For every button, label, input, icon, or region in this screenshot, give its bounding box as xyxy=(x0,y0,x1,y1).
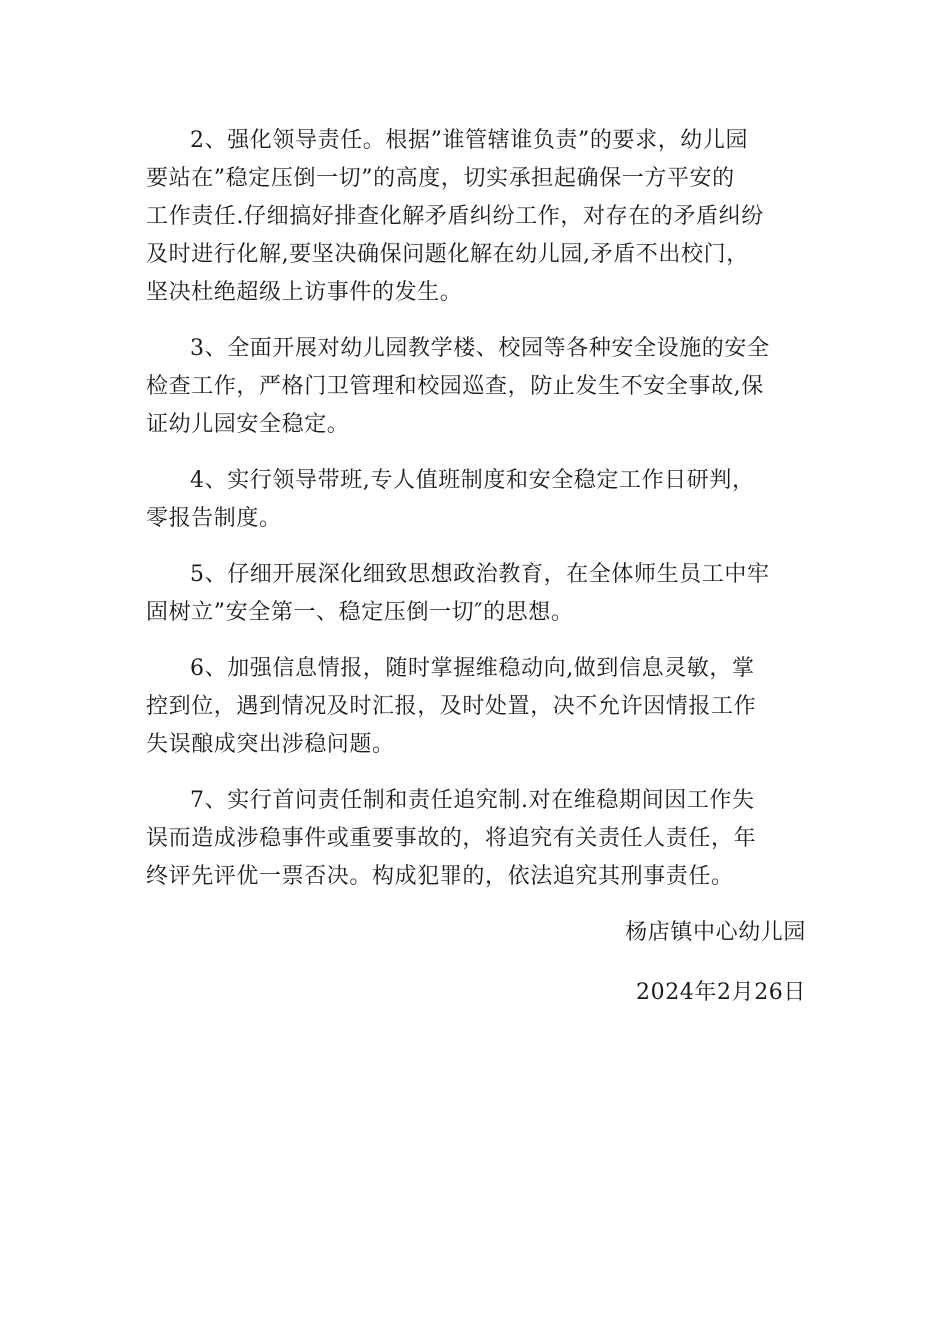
text-line: 4、实行领导带班,专人值班制度和安全稳定工作日研判， xyxy=(190,468,755,493)
text-line: 终评先评优一票否决。构成犯罪的，依法追究其刑事责任。 xyxy=(146,864,734,889)
paragraph-item-4 xyxy=(146,462,806,538)
text-line: 误而造成涉稳事件或重要事故的，将追究有关责任人责任，年 xyxy=(146,826,757,851)
paragraph-item-2 xyxy=(146,122,806,312)
signature-date: 2024年2月26日 xyxy=(636,980,806,1005)
text-line: 2、强化领导责任。根据”谁管辖谁负责”的要求，幼儿园 xyxy=(190,128,749,153)
text-line: 要站在”稳定压倒一切”的高度，切实承担起确保一方平安的 xyxy=(146,166,735,191)
paragraph-item-7 xyxy=(146,782,806,896)
text-line: 5、仔细开展深化细致思想政治教育，在全体师生员工中牢 xyxy=(190,562,770,587)
text-line: 控到位，遇到情况及时汇报，及时处置，决不允许因情报工作 xyxy=(146,694,757,719)
paragraph-item-5 xyxy=(146,556,806,632)
text-line: 及时进行化解,要坚决确保问题化解在幼儿园,矛盾不出校门， xyxy=(146,242,749,267)
text-line: 坚决杜绝超级上访事件的发生。 xyxy=(146,280,463,305)
document-body xyxy=(146,122,806,1012)
text-line: 检查工作，严格门卫管理和校园巡查，防止发生不安全事故,保 xyxy=(146,374,764,399)
text-line: 零报告制度。 xyxy=(146,506,282,531)
text-line: 3、全面开展对幼儿园教学楼、校园等各种安全设施的安全 xyxy=(190,336,770,361)
text-line: 失误酿成突出涉稳问题。 xyxy=(146,732,395,757)
paragraph-item-3 xyxy=(146,330,806,444)
paragraph-item-6 xyxy=(146,650,806,764)
text-line: 7、实行首问责任制和责任追究制.对在维稳期间因工作失 xyxy=(190,788,755,813)
text-line: 6、加强信息情报，随时掌握维稳动向,做到信息灵敏，掌 xyxy=(190,656,755,681)
signature-organization: 杨店镇中心幼儿园 xyxy=(625,920,806,945)
text-line: 固树立”安全第一、稳定压倒一切″的思想。 xyxy=(146,600,574,625)
text-line: 工作责任.仔细搞好排查化解矛盾纠纷工作，对存在的矛盾纠纷 xyxy=(146,204,764,229)
text-line: 证幼儿园安全稳定。 xyxy=(146,412,350,437)
